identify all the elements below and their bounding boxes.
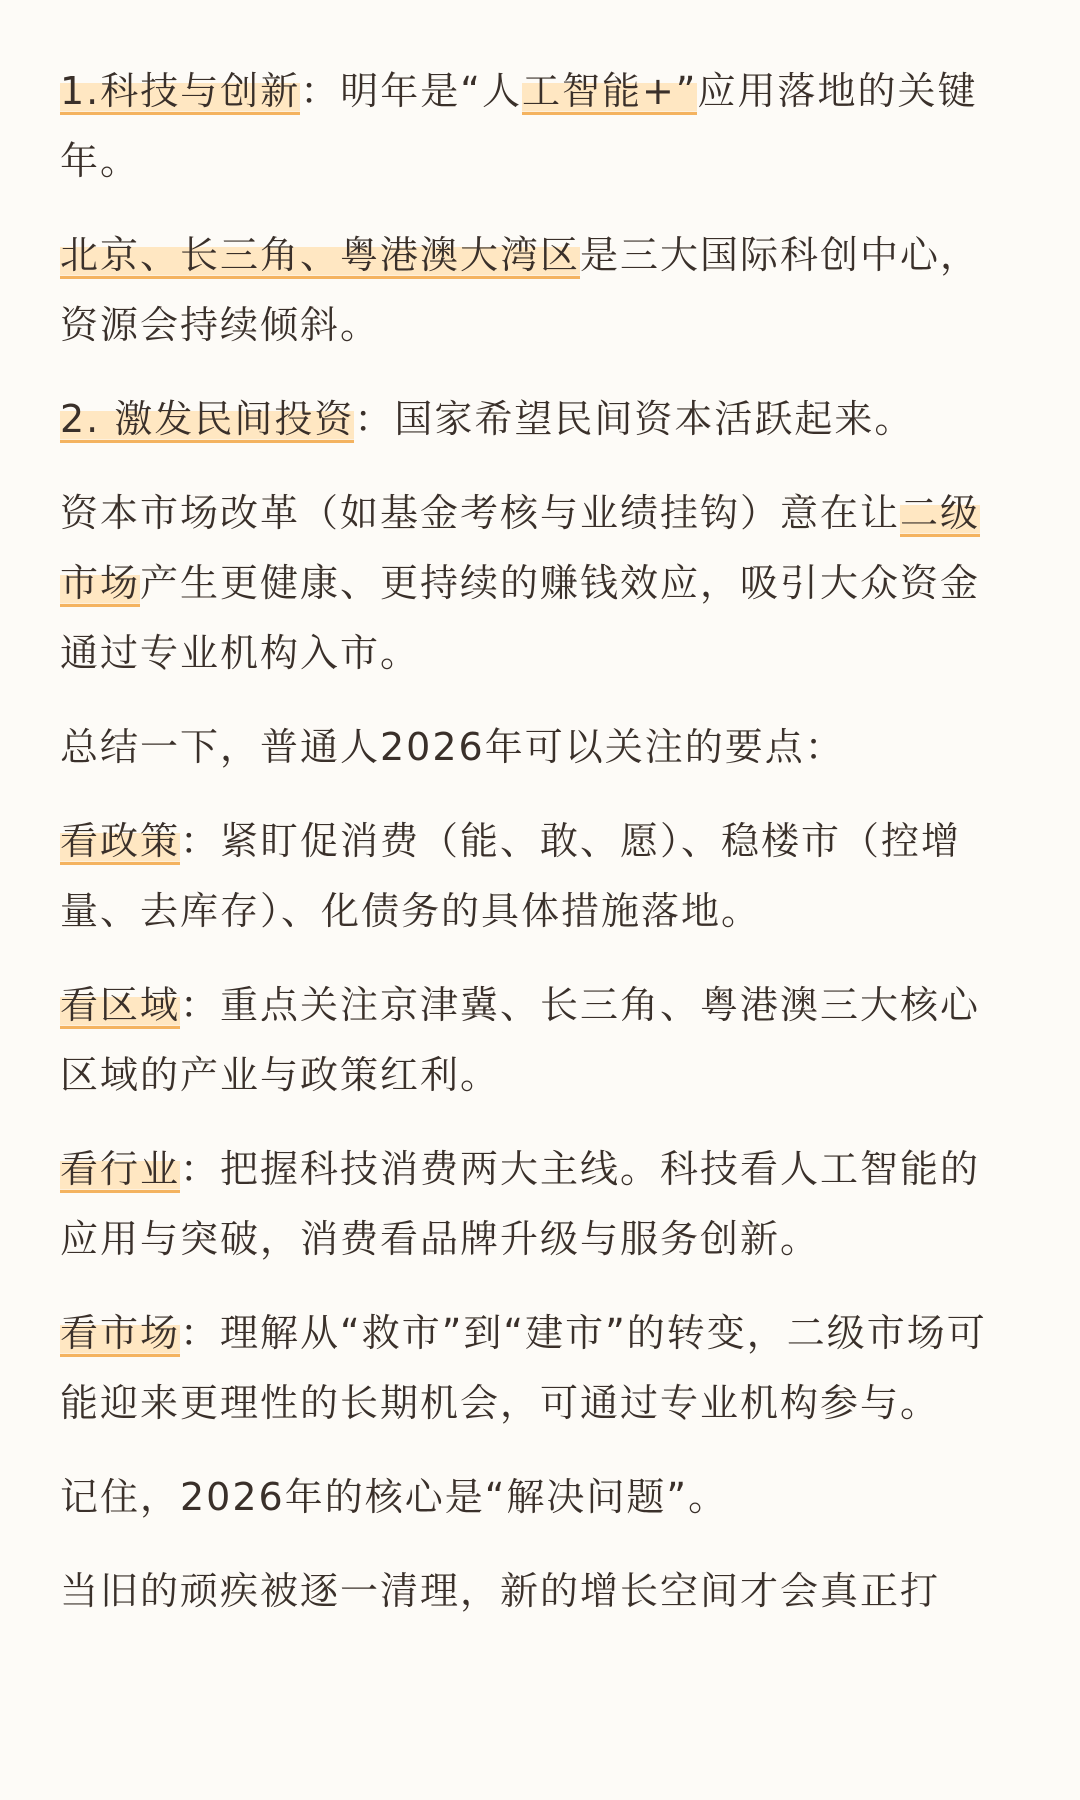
paragraph-regions — [60, 220, 1020, 360]
text-segment: 总结一下，普通人2026年可以关注的要点： — [60, 725, 845, 769]
paragraph-watch-market — [60, 1298, 1020, 1438]
highlight-secondary-market: 二级市场 — [60, 491, 981, 605]
text-segment: ：把握科技消费两大主线。科技看人工智能的应用与突破，消费看品牌升级与服务创新。 — [60, 1147, 981, 1261]
paragraph-private-investment — [60, 384, 1020, 454]
highlight-tech-innovation: 1.科技与创新 — [60, 69, 301, 113]
paragraph-summary — [60, 712, 1020, 782]
highlight-regions: 北京、长三角、粤港澳大湾区 — [60, 233, 581, 277]
highlight-ai-plus: 工智能+” — [521, 69, 698, 113]
text-segment: 产生更健康、更持续的赚钱效应，吸引大众资金通过专业机构入市。 — [60, 561, 981, 675]
highlight-watch-policy: 看政策 — [60, 819, 181, 863]
highlight-watch-region: 看区域 — [60, 983, 181, 1027]
paragraph-watch-industry — [60, 1134, 1020, 1274]
text-segment: ：理解从“救市”到“建市”的转变，二级市场可能迎来更理性的长期机会，可通过专业机构参与。 — [60, 1311, 987, 1425]
paragraph-closing — [60, 1556, 1020, 1626]
text-segment: 是三大国际科创中心，资源会持续倾斜。 — [60, 233, 981, 347]
paragraph-capital-market — [60, 478, 1020, 688]
text-segment: 资本市场改革（如基金考核与业绩挂钩）意在让 — [60, 491, 901, 535]
text-segment: 记住，2026年的核心是“解决问题”。 — [60, 1475, 729, 1519]
paragraph-watch-region — [60, 970, 1020, 1110]
text-segment: ：明年是“人 — [300, 69, 522, 113]
paragraph-watch-policy — [60, 806, 1020, 946]
paragraph-remember — [60, 1462, 1020, 1532]
text-segment: ：紧盯促消费（能、敢、愿）、稳楼市（控增量、去库存）、化债务的具体措施落地。 — [60, 819, 962, 933]
text-segment: ：国家希望民间资本活跃起来。 — [354, 397, 915, 441]
paragraph-tech-innovation — [60, 56, 1020, 196]
highlight-watch-market: 看市场 — [60, 1311, 181, 1355]
text-segment: 当旧的顽疾被逐一清理，新的增长空间才会真正打 — [60, 1569, 941, 1613]
highlight-watch-industry: 看行业 — [60, 1147, 181, 1191]
text-segment: 应用落地的关键年。 — [60, 69, 978, 183]
highlight-private-investment: 2. 激发民间投资 — [60, 397, 355, 441]
text-segment: ：重点关注京津冀、长三角、粤港澳三大核心区域的产业与政策红利。 — [60, 983, 981, 1097]
